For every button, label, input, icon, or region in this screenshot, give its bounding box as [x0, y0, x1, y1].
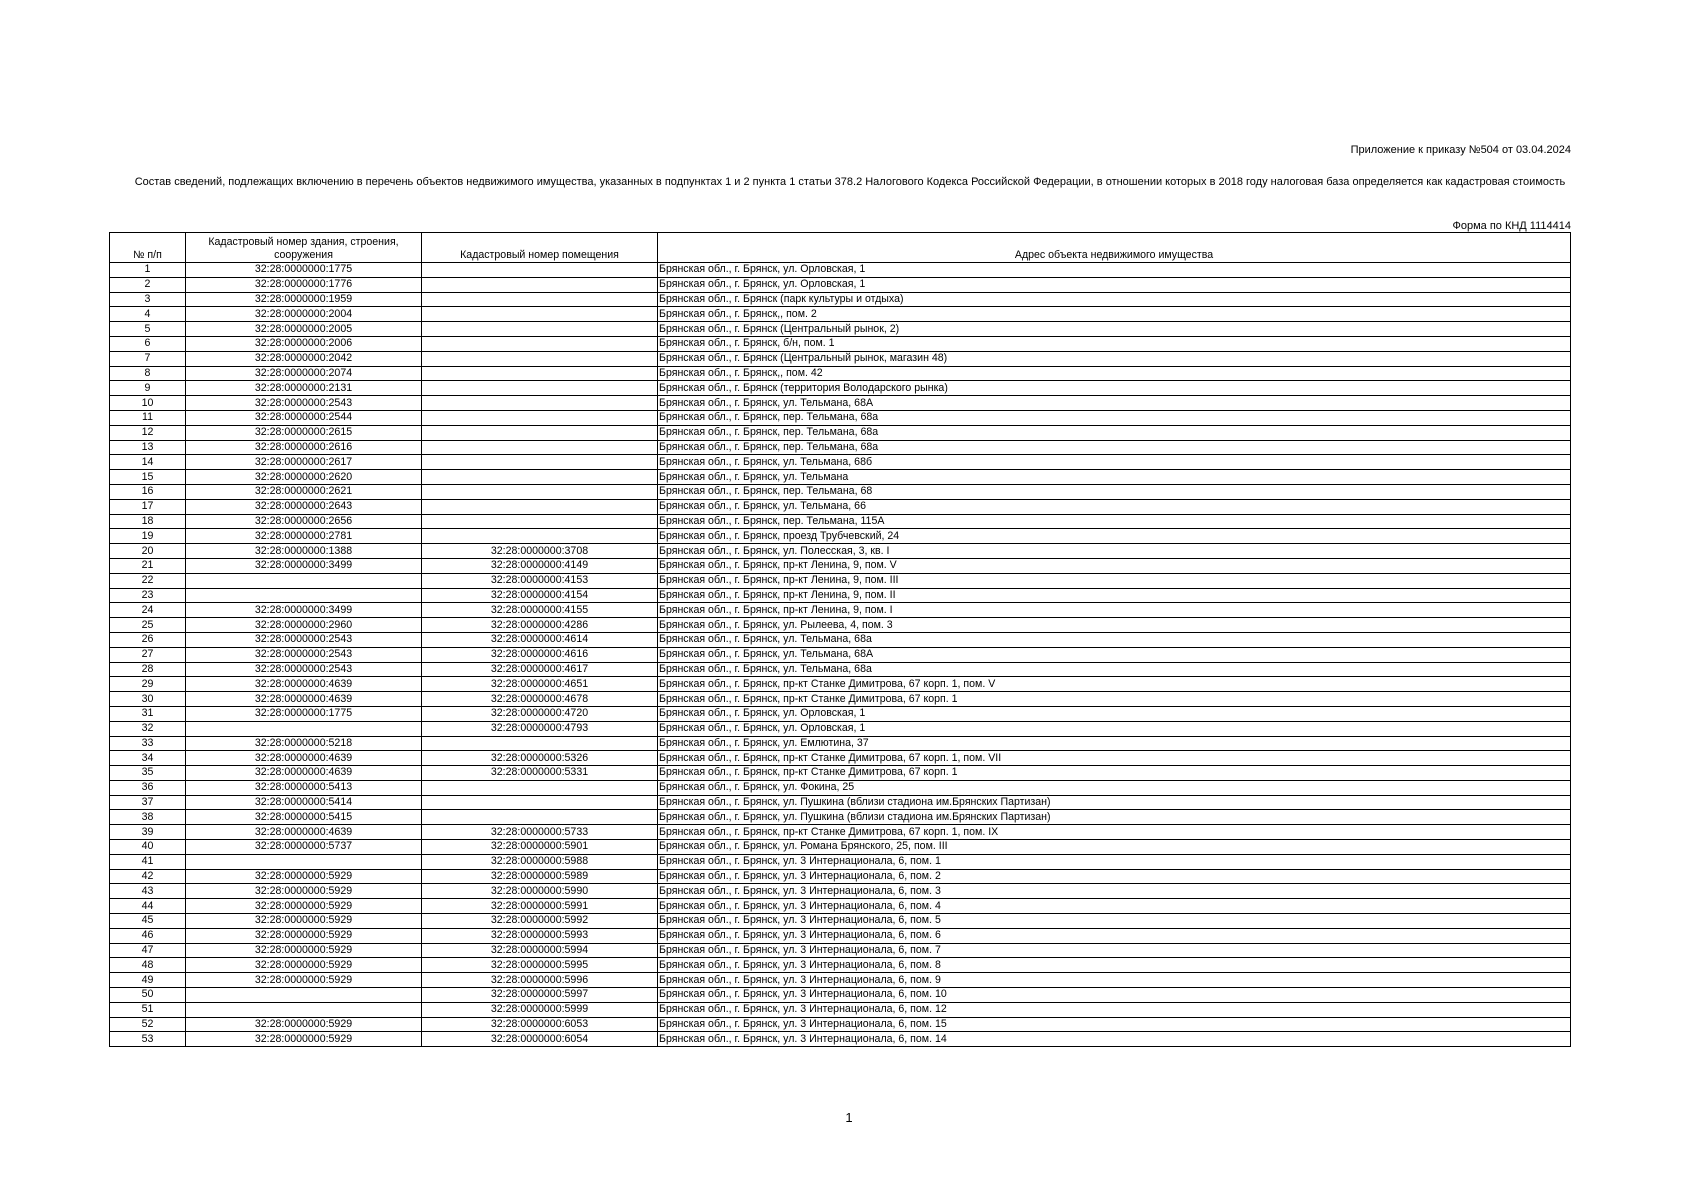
page-number: 1 — [845, 1110, 853, 1125]
table-row — [110, 410, 1571, 425]
row-number-cell: 28 — [110, 662, 186, 677]
table-row — [110, 780, 1571, 795]
row-number-cell: 16 — [110, 484, 186, 499]
row-number-cell: 26 — [110, 632, 186, 647]
building-cadastral-cell: 32:28:0000000:2544 — [186, 410, 422, 425]
table-row — [110, 455, 1571, 470]
building-cadastral-cell: 32:28:0000000:1388 — [186, 544, 422, 559]
room-cadastral-cell — [422, 425, 658, 440]
building-cadastral-cell: 32:28:0000000:1775 — [186, 706, 422, 721]
address-cell: Брянская обл., г. Брянск, ул. 3 Интернационала, 6, пом. 9 — [658, 973, 1571, 988]
building-cadastral-cell: 32:28:0000000:5929 — [186, 958, 422, 973]
row-number-cell: 44 — [110, 899, 186, 914]
room-cadastral-cell: 32:28:0000000:5733 — [422, 825, 658, 840]
building-cadastral-cell: 32:28:0000000:2617 — [186, 455, 422, 470]
building-cadastral-cell: 32:28:0000000:5929 — [186, 914, 422, 929]
building-cadastral-cell — [186, 854, 422, 869]
row-number-cell: 49 — [110, 973, 186, 988]
address-cell: Брянская обл., г. Брянск, пр-кт Ленина, 9, пом. II — [658, 588, 1571, 603]
row-number-cell: 38 — [110, 810, 186, 825]
building-cadastral-cell: 32:28:0000000:2616 — [186, 440, 422, 455]
table-row — [110, 588, 1571, 603]
row-number-cell: 13 — [110, 440, 186, 455]
table-row — [110, 943, 1571, 958]
row-number-cell: 25 — [110, 618, 186, 633]
table-row — [110, 440, 1571, 455]
row-number-cell: 51 — [110, 1002, 186, 1017]
building-cadastral-cell: 32:28:0000000:1959 — [186, 292, 422, 307]
column-header-address — [658, 233, 1571, 263]
building-cadastral-cell: 32:28:0000000:2004 — [186, 307, 422, 322]
building-cadastral-cell: 32:28:0000000:2543 — [186, 396, 422, 411]
building-cadastral-cell — [186, 1002, 422, 1017]
row-number-cell: 12 — [110, 425, 186, 440]
address-cell: Брянская обл., г. Брянск, ул. Тельмана, 68а — [658, 662, 1571, 677]
room-cadastral-cell — [422, 322, 658, 337]
row-number-cell: 50 — [110, 988, 186, 1003]
building-cadastral-cell: 32:28:0000000:2781 — [186, 529, 422, 544]
address-cell: Брянская обл., г. Брянск, пр-кт Ленина, 9, пом. V — [658, 558, 1571, 573]
row-number-cell: 17 — [110, 499, 186, 514]
address-cell: Брянская обл., г. Брянск (Центральный рынок, 2) — [658, 322, 1571, 337]
table-row — [110, 292, 1571, 307]
row-number-cell: 39 — [110, 825, 186, 840]
row-number-cell: 4 — [110, 307, 186, 322]
table-row — [110, 351, 1571, 366]
row-number-cell: 52 — [110, 1017, 186, 1032]
table-row — [110, 677, 1571, 692]
row-number-cell: 22 — [110, 573, 186, 588]
room-cadastral-cell: 32:28:0000000:5989 — [422, 869, 658, 884]
row-number-cell: 6 — [110, 336, 186, 351]
building-cadastral-cell: 32:28:0000000:5929 — [186, 928, 422, 943]
address-cell: Брянская обл., г. Брянск, ул. Романа Брянского, 25, пом. III — [658, 840, 1571, 855]
table-row — [110, 973, 1571, 988]
table-row — [110, 336, 1571, 351]
row-number-cell: 24 — [110, 603, 186, 618]
table-row — [110, 736, 1571, 751]
column-header-address-label: Адрес объекта недвижимого имущества — [1014, 249, 1214, 261]
building-cadastral-cell: 32:28:0000000:2543 — [186, 662, 422, 677]
room-cadastral-cell: 32:28:0000000:4651 — [422, 677, 658, 692]
address-cell: Брянская обл., г. Брянск, пер. Тельмана, 68а — [658, 425, 1571, 440]
address-cell: Брянская обл., г. Брянск, ул. Тельмана — [658, 470, 1571, 485]
address-cell: Брянская обл., г. Брянск, ул. 3 Интернационала, 6, пом. 8 — [658, 958, 1571, 973]
row-number-cell: 35 — [110, 766, 186, 781]
table-row — [110, 662, 1571, 677]
address-cell: Брянская обл., г. Брянск, пр-кт Станке Димитрова, 67 корп. 1, пом. IX — [658, 825, 1571, 840]
building-cadastral-cell: 32:28:0000000:5929 — [186, 869, 422, 884]
table-row — [110, 381, 1571, 396]
building-cadastral-cell: 32:28:0000000:5414 — [186, 795, 422, 810]
building-cadastral-cell — [186, 988, 422, 1003]
address-cell: Брянская обл., г. Брянск, ул. Тельмана, 66 — [658, 499, 1571, 514]
row-number-cell: 2 — [110, 277, 186, 292]
table-row — [110, 529, 1571, 544]
column-header-number — [110, 233, 186, 263]
address-cell: Брянская обл., г. Брянск, пр-кт Станке Димитрова, 67 корп. 1 — [658, 766, 1571, 781]
address-cell: Брянская обл., г. Брянск, ул. 3 Интернационала, 6, пом. 15 — [658, 1017, 1571, 1032]
room-cadastral-cell: 32:28:0000000:6054 — [422, 1032, 658, 1047]
room-cadastral-cell — [422, 307, 658, 322]
table-row — [110, 307, 1571, 322]
table-row — [110, 825, 1571, 840]
address-cell: Брянская обл., г. Брянск, пр-кт Станке Димитрова, 67 корп. 1, пом. V — [658, 677, 1571, 692]
building-cadastral-cell: 32:28:0000000:5929 — [186, 943, 422, 958]
room-cadastral-cell: 32:28:0000000:4154 — [422, 588, 658, 603]
address-cell: Брянская обл., г. Брянск, ул. 3 Интернационала, 6, пом. 10 — [658, 988, 1571, 1003]
address-cell: Брянская обл., г. Брянск, пр-кт Ленина, 9, пом. I — [658, 603, 1571, 618]
row-number-cell: 1 — [110, 263, 186, 278]
room-cadastral-cell: 32:28:0000000:4616 — [422, 647, 658, 662]
address-cell: Брянская обл., г. Брянск (Центральный рынок, магазин 48) — [658, 351, 1571, 366]
address-cell: Брянская обл., г. Брянск, ул. 3 Интернационала, 6, пом. 4 — [658, 899, 1571, 914]
table-row — [110, 869, 1571, 884]
room-cadastral-cell: 32:28:0000000:5999 — [422, 1002, 658, 1017]
building-cadastral-cell: 32:28:0000000:3499 — [186, 558, 422, 573]
address-cell: Брянская обл., г. Брянск, пер. Тельмана, 68 — [658, 484, 1571, 499]
row-number-cell: 42 — [110, 869, 186, 884]
row-number-cell: 7 — [110, 351, 186, 366]
address-cell: Брянская обл., г. Брянск, пер. Тельмана, 68а — [658, 440, 1571, 455]
room-cadastral-cell: 32:28:0000000:6053 — [422, 1017, 658, 1032]
room-cadastral-cell: 32:28:0000000:5326 — [422, 751, 658, 766]
building-cadastral-cell: 32:28:0000000:2656 — [186, 514, 422, 529]
form-code: Форма по КНД 1114414 — [1452, 220, 1571, 232]
room-cadastral-cell: 32:28:0000000:5997 — [422, 988, 658, 1003]
room-cadastral-cell: 32:28:0000000:4793 — [422, 721, 658, 736]
address-cell: Брянская обл., г. Брянск, ул. 3 Интернационала, 6, пом. 2 — [658, 869, 1571, 884]
address-cell: Брянская обл., г. Брянск, ул. Тельмана, 68А — [658, 396, 1571, 411]
row-number-cell: 21 — [110, 558, 186, 573]
room-cadastral-cell: 32:28:0000000:4286 — [422, 618, 658, 633]
room-cadastral-cell — [422, 396, 658, 411]
table-row — [110, 425, 1571, 440]
table-row — [110, 277, 1571, 292]
table-row — [110, 573, 1571, 588]
building-cadastral-cell: 32:28:0000000:5415 — [186, 810, 422, 825]
row-number-cell: 40 — [110, 840, 186, 855]
address-cell: Брянская обл., г. Брянск, пер. Тельмана, 115А — [658, 514, 1571, 529]
building-cadastral-cell: 32:28:0000000:2005 — [186, 322, 422, 337]
room-cadastral-cell — [422, 529, 658, 544]
building-cadastral-cell: 32:28:0000000:2615 — [186, 425, 422, 440]
table-row — [110, 1017, 1571, 1032]
address-cell: Брянская обл., г. Брянск (территория Володарского рынка) — [658, 381, 1571, 396]
property-registry-table — [109, 232, 1571, 1047]
row-number-cell: 36 — [110, 780, 186, 795]
row-number-cell: 47 — [110, 943, 186, 958]
room-cadastral-cell: 32:28:0000000:5990 — [422, 884, 658, 899]
building-cadastral-cell: 32:28:0000000:1775 — [186, 263, 422, 278]
building-cadastral-cell: 32:28:0000000:4639 — [186, 677, 422, 692]
row-number-cell: 8 — [110, 366, 186, 381]
room-cadastral-cell — [422, 410, 658, 425]
room-cadastral-cell: 32:28:0000000:3708 — [422, 544, 658, 559]
room-cadastral-cell — [422, 810, 658, 825]
row-number-cell: 5 — [110, 322, 186, 337]
table-row — [110, 1002, 1571, 1017]
table-row — [110, 618, 1571, 633]
room-cadastral-cell: 32:28:0000000:5331 — [422, 766, 658, 781]
room-cadastral-cell: 32:28:0000000:5901 — [422, 840, 658, 855]
table-row — [110, 928, 1571, 943]
table-row — [110, 810, 1571, 825]
address-cell: Брянская обл., г. Брянск, пр-кт Станке Димитрова, 67 корп. 1, пом. VII — [658, 751, 1571, 766]
building-cadastral-cell: 32:28:0000000:4639 — [186, 692, 422, 707]
room-cadastral-cell — [422, 277, 658, 292]
row-number-cell: 11 — [110, 410, 186, 425]
column-header-building-label: Кадастровый номер здания, строения, сооружения — [208, 236, 399, 261]
room-cadastral-cell: 32:28:0000000:4720 — [422, 706, 658, 721]
address-cell: Брянская обл., г. Брянск, ул. Орловская, 1 — [658, 706, 1571, 721]
row-number-cell: 23 — [110, 588, 186, 603]
address-cell: Брянская обл., г. Брянск, ул. 3 Интернационала, 6, пом. 6 — [658, 928, 1571, 943]
room-cadastral-cell — [422, 455, 658, 470]
building-cadastral-cell: 32:28:0000000:5413 — [186, 780, 422, 795]
room-cadastral-cell: 32:28:0000000:5994 — [422, 943, 658, 958]
address-cell: Брянская обл., г. Брянск,, пом. 42 — [658, 366, 1571, 381]
room-cadastral-cell — [422, 795, 658, 810]
row-number-cell: 32 — [110, 721, 186, 736]
room-cadastral-cell — [422, 351, 658, 366]
row-number-cell: 3 — [110, 292, 186, 307]
column-header-number-label: № п/п — [133, 249, 162, 261]
table-row — [110, 706, 1571, 721]
building-cadastral-cell: 32:28:0000000:2960 — [186, 618, 422, 633]
room-cadastral-cell — [422, 336, 658, 351]
row-number-cell: 46 — [110, 928, 186, 943]
building-cadastral-cell: 32:28:0000000:2042 — [186, 351, 422, 366]
table-row — [110, 603, 1571, 618]
row-number-cell: 27 — [110, 647, 186, 662]
building-cadastral-cell: 32:28:0000000:5218 — [186, 736, 422, 751]
table-row — [110, 514, 1571, 529]
address-cell: Брянская обл., г. Брянск, ул. Орловская, 1 — [658, 721, 1571, 736]
row-number-cell: 45 — [110, 914, 186, 929]
address-cell: Брянская обл., г. Брянск, ул. Орловская, 1 — [658, 277, 1571, 292]
room-cadastral-cell — [422, 470, 658, 485]
document-title: Состав сведений, подлежащих включению в перечень объектов недвижимого имущества, указанных в подпунктах 1 и 2 пункта 1 статьи 378.2 Налогового Кодекса Российской Федерации, в отношении которых в 2018 году налоговая база определяется как кадастровая стоимость — [134, 176, 1566, 188]
room-cadastral-cell — [422, 381, 658, 396]
row-number-cell: 29 — [110, 677, 186, 692]
building-cadastral-cell: 32:28:0000000:2074 — [186, 366, 422, 381]
appendix-reference: Приложение к приказу №504 от 03.04.2024 — [1350, 144, 1571, 156]
room-cadastral-cell — [422, 263, 658, 278]
building-cadastral-cell: 32:28:0000000:4639 — [186, 766, 422, 781]
building-cadastral-cell: 32:28:0000000:5929 — [186, 884, 422, 899]
address-cell: Брянская обл., г. Брянск, ул. Тельмана, 68б — [658, 455, 1571, 470]
room-cadastral-cell: 32:28:0000000:4617 — [422, 662, 658, 677]
address-cell: Брянская обл., г. Брянск, ул. 3 Интернационала, 6, пом. 1 — [658, 854, 1571, 869]
room-cadastral-cell — [422, 736, 658, 751]
row-number-cell: 10 — [110, 396, 186, 411]
row-number-cell: 53 — [110, 1032, 186, 1047]
address-cell: Брянская обл., г. Брянск, ул. Фокина, 25 — [658, 780, 1571, 795]
table-row — [110, 884, 1571, 899]
table-row — [110, 692, 1571, 707]
address-cell: Брянская обл., г. Брянск,, пом. 2 — [658, 307, 1571, 322]
table-row — [110, 795, 1571, 810]
building-cadastral-cell: 32:28:0000000:5929 — [186, 899, 422, 914]
room-cadastral-cell: 32:28:0000000:4153 — [422, 573, 658, 588]
address-cell: Брянская обл., г. Брянск, ул. 3 Интернационала, 6, пом. 14 — [658, 1032, 1571, 1047]
building-cadastral-cell: 32:28:0000000:5737 — [186, 840, 422, 855]
address-cell: Брянская обл., г. Брянск, ул. Тельмана, 68а — [658, 632, 1571, 647]
room-cadastral-cell: 32:28:0000000:4155 — [422, 603, 658, 618]
building-cadastral-cell: 32:28:0000000:2543 — [186, 632, 422, 647]
building-cadastral-cell: 32:28:0000000:5929 — [186, 1032, 422, 1047]
table-row — [110, 322, 1571, 337]
address-cell: Брянская обл., г. Брянск, ул. Орловская, 1 — [658, 263, 1571, 278]
table-row — [110, 470, 1571, 485]
row-number-cell: 20 — [110, 544, 186, 559]
address-cell: Брянская обл., г. Брянск, ул. Пушкина (вблизи стадиона им.Брянских Партизан) — [658, 795, 1571, 810]
building-cadastral-cell — [186, 721, 422, 736]
room-cadastral-cell: 32:28:0000000:5988 — [422, 854, 658, 869]
table-row — [110, 766, 1571, 781]
table-row — [110, 854, 1571, 869]
address-cell: Брянская обл., г. Брянск, пр-кт Ленина, 9, пом. III — [658, 573, 1571, 588]
table-row — [110, 899, 1571, 914]
table-row — [110, 751, 1571, 766]
table-row — [110, 499, 1571, 514]
building-cadastral-cell: 32:28:0000000:5929 — [186, 1017, 422, 1032]
column-header-room-cadastral — [422, 233, 658, 263]
column-header-building-cadastral — [186, 233, 422, 263]
row-number-cell: 43 — [110, 884, 186, 899]
address-cell: Брянская обл., г. Брянск, пер. Тельмана, 68а — [658, 410, 1571, 425]
row-number-cell: 31 — [110, 706, 186, 721]
row-number-cell: 41 — [110, 854, 186, 869]
table-row — [110, 544, 1571, 559]
column-header-room-label: Кадастровый номер помещения — [460, 249, 619, 261]
address-cell: Брянская обл., г. Брянск, проезд Трубчевский, 24 — [658, 529, 1571, 544]
row-number-cell: 19 — [110, 529, 186, 544]
address-cell: Брянская обл., г. Брянск, ул. 3 Интернационала, 6, пом. 3 — [658, 884, 1571, 899]
row-number-cell: 18 — [110, 514, 186, 529]
room-cadastral-cell — [422, 292, 658, 307]
table-body — [110, 263, 1571, 1047]
building-cadastral-cell: 32:28:0000000:2543 — [186, 647, 422, 662]
room-cadastral-cell: 32:28:0000000:4614 — [422, 632, 658, 647]
row-number-cell: 33 — [110, 736, 186, 751]
address-cell: Брянская обл., г. Брянск, ул. 3 Интернационала, 6, пом. 12 — [658, 1002, 1571, 1017]
building-cadastral-cell: 32:28:0000000:2620 — [186, 470, 422, 485]
address-cell: Брянская обл., г. Брянск, ул. Рылеева, 4, пом. 3 — [658, 618, 1571, 633]
table-row — [110, 958, 1571, 973]
building-cadastral-cell: 32:28:0000000:2131 — [186, 381, 422, 396]
table-row — [110, 988, 1571, 1003]
address-cell: Брянская обл., г. Брянск, ул. Тельмана, 68А — [658, 647, 1571, 662]
room-cadastral-cell: 32:28:0000000:5991 — [422, 899, 658, 914]
building-cadastral-cell: 32:28:0000000:4639 — [186, 751, 422, 766]
table-row — [110, 1032, 1571, 1047]
row-number-cell: 14 — [110, 455, 186, 470]
row-number-cell: 48 — [110, 958, 186, 973]
room-cadastral-cell — [422, 780, 658, 795]
room-cadastral-cell: 32:28:0000000:5996 — [422, 973, 658, 988]
room-cadastral-cell: 32:28:0000000:5993 — [422, 928, 658, 943]
table-row — [110, 366, 1571, 381]
room-cadastral-cell: 32:28:0000000:4149 — [422, 558, 658, 573]
building-cadastral-cell: 32:28:0000000:2006 — [186, 336, 422, 351]
room-cadastral-cell — [422, 514, 658, 529]
row-number-cell: 15 — [110, 470, 186, 485]
room-cadastral-cell: 32:28:0000000:4678 — [422, 692, 658, 707]
address-cell: Брянская обл., г. Брянск, ул. Пушкина (вблизи стадиона им.Брянских Партизан) — [658, 810, 1571, 825]
building-cadastral-cell — [186, 588, 422, 603]
room-cadastral-cell — [422, 366, 658, 381]
row-number-cell: 34 — [110, 751, 186, 766]
room-cadastral-cell — [422, 440, 658, 455]
table-row — [110, 396, 1571, 411]
room-cadastral-cell: 32:28:0000000:5992 — [422, 914, 658, 929]
table-row — [110, 647, 1571, 662]
building-cadastral-cell: 32:28:0000000:5929 — [186, 973, 422, 988]
address-cell: Брянская обл., г. Брянск, ул. 3 Интернационала, 6, пом. 5 — [658, 914, 1571, 929]
room-cadastral-cell — [422, 499, 658, 514]
room-cadastral-cell — [422, 484, 658, 499]
row-number-cell: 9 — [110, 381, 186, 396]
address-cell: Брянская обл., г. Брянск, пр-кт Станке Димитрова, 67 корп. 1 — [658, 692, 1571, 707]
room-cadastral-cell: 32:28:0000000:5995 — [422, 958, 658, 973]
table-row — [110, 721, 1571, 736]
table-row — [110, 263, 1571, 278]
table-header-row — [110, 233, 1571, 263]
address-cell: Брянская обл., г. Брянск, б/н, пом. 1 — [658, 336, 1571, 351]
address-cell: Брянская обл., г. Брянск, ул. 3 Интернационала, 6, пом. 7 — [658, 943, 1571, 958]
address-cell: Брянская обл., г. Брянск, ул. Емлютина, 37 — [658, 736, 1571, 751]
table-row — [110, 558, 1571, 573]
table-row — [110, 484, 1571, 499]
building-cadastral-cell: 32:28:0000000:3499 — [186, 603, 422, 618]
table-row — [110, 840, 1571, 855]
building-cadastral-cell — [186, 573, 422, 588]
building-cadastral-cell: 32:28:0000000:4639 — [186, 825, 422, 840]
building-cadastral-cell: 32:28:0000000:1776 — [186, 277, 422, 292]
building-cadastral-cell: 32:28:0000000:2643 — [186, 499, 422, 514]
address-cell: Брянская обл., г. Брянск (парк культуры и отдыха) — [658, 292, 1571, 307]
row-number-cell: 30 — [110, 692, 186, 707]
address-cell: Брянская обл., г. Брянск, ул. Полесская, 3, кв. I — [658, 544, 1571, 559]
table-row — [110, 914, 1571, 929]
table-row — [110, 632, 1571, 647]
building-cadastral-cell: 32:28:0000000:2621 — [186, 484, 422, 499]
row-number-cell: 37 — [110, 795, 186, 810]
